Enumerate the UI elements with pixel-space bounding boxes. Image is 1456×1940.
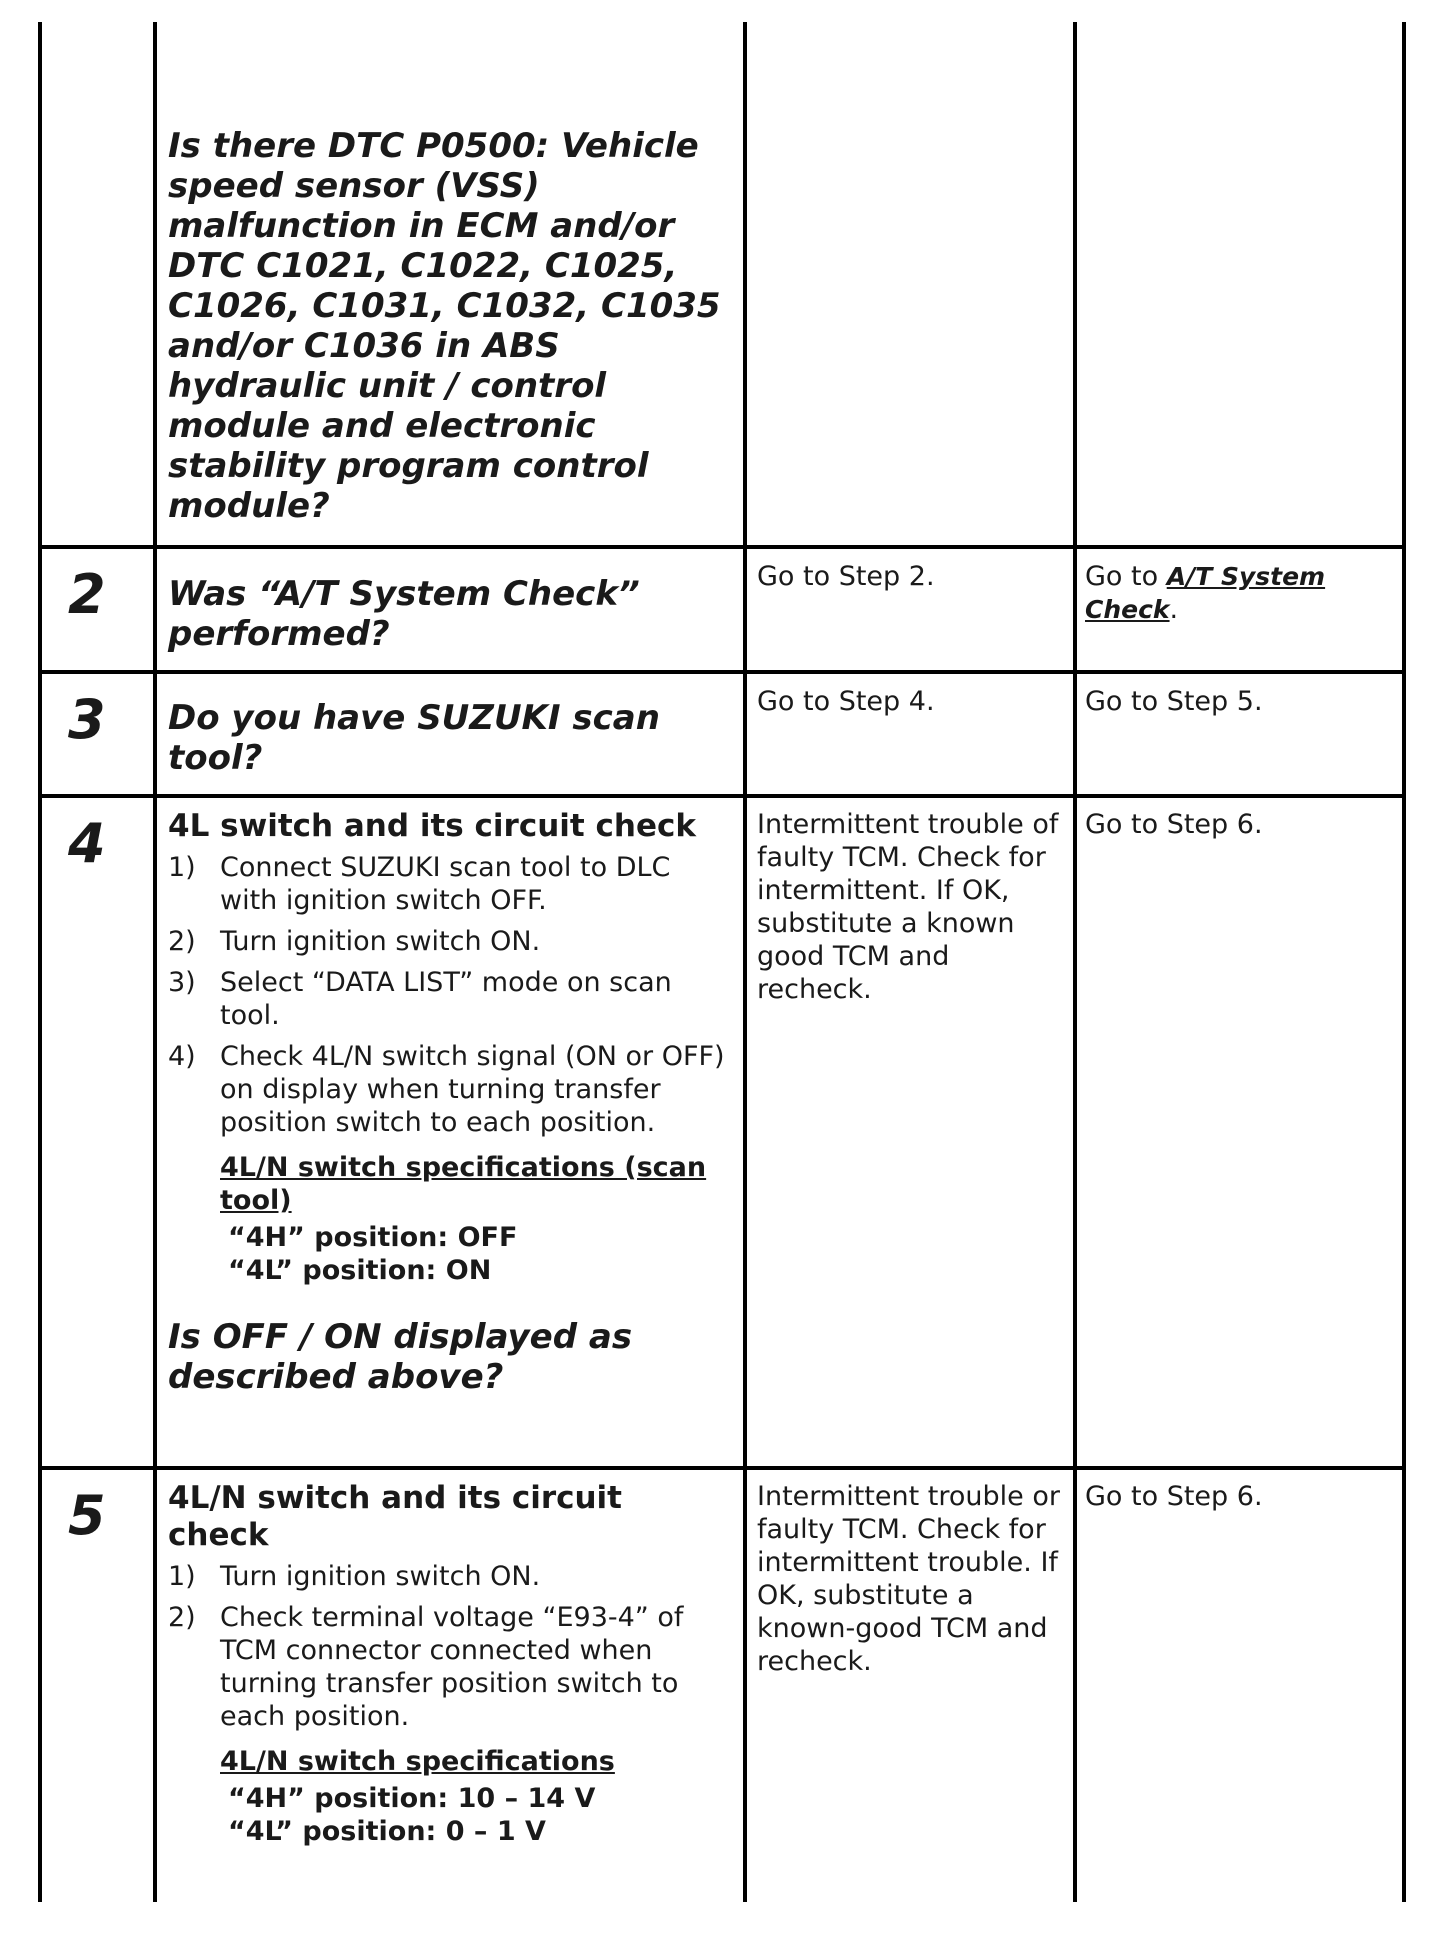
row-divider-2 xyxy=(40,670,1406,674)
row-1-question: Is there DTC P0500: Vehicle speed sensor (VSS) malfunction in ECM and/or DTC C1021, C1022, C1025, C1026, C1031, C1032, C1035 and/or C1036 in ABS hydraulic unit / control module and electronic stability program control module? xyxy=(168,126,721,526)
row-4-procedure xyxy=(168,808,730,1397)
table-border-col3 xyxy=(1073,22,1077,1902)
row-2-no-suffix: . xyxy=(1169,594,1179,625)
list-item: 3) Select “DATA LIST” mode on scan tool. xyxy=(168,967,672,1031)
row-3-step-number: 3 xyxy=(68,688,106,751)
row-5-title: 4L/N switch and its circuit check xyxy=(168,1480,622,1553)
row-4-spec-line: “4H” position: OFF xyxy=(228,1222,518,1253)
at-system-check-link[interactable]: A/T System Check xyxy=(1085,562,1326,624)
row-4-question: Is OFF / ON displayed as described above? xyxy=(168,1317,633,1397)
row-4-yes: Intermittent trouble of faulty TCM. Check for intermittent. If OK, substitute a known good TCM and recheck. xyxy=(757,809,1059,1005)
row-3-yes: Go to Step 4. xyxy=(757,686,935,717)
table-border-col1 xyxy=(153,22,157,1902)
row-2-no-prefix: Go to xyxy=(1085,561,1167,592)
row-divider-3 xyxy=(40,794,1406,798)
row-4-spec-title: 4L/N switch specifications (scan tool) xyxy=(220,1152,707,1216)
table-border-left xyxy=(38,22,42,1902)
row-4-spec-line: “4L” position: ON xyxy=(228,1255,492,1286)
table-border-right xyxy=(1402,22,1406,1902)
row-divider-4 xyxy=(40,1466,1406,1470)
row-3-question: Do you have SUZUKI scan tool? xyxy=(168,698,660,778)
list-item: 1) Connect SUZUKI scan tool to DLC with ignition switch OFF. xyxy=(168,852,671,916)
row-5-steps xyxy=(168,1560,730,1733)
row-4-step-number: 4 xyxy=(68,812,106,875)
list-item: 2) Turn ignition switch ON. xyxy=(168,926,541,957)
row-4-title: 4L switch and its circuit check xyxy=(168,808,696,844)
row-5-spec-line: “4H” position: 10 – 14 V xyxy=(228,1783,596,1814)
row-4-steps xyxy=(168,851,730,1139)
row-5-no: Go to Step 6. xyxy=(1085,1481,1263,1512)
row-2-no xyxy=(1085,560,1390,626)
list-item: 4) Check 4L/N switch signal (ON or OFF) on display when turning transfer position switch to each position. xyxy=(168,1041,725,1138)
row-5-spec-line: “4L” position: 0 – 1 V xyxy=(228,1816,546,1847)
row-5-step-number: 5 xyxy=(68,1484,106,1547)
list-item: 1) Turn ignition switch ON. xyxy=(168,1561,541,1592)
row-5-procedure xyxy=(168,1480,730,1848)
row-divider-1 xyxy=(40,545,1406,549)
row-5-spec-title: 4L/N switch specifications xyxy=(220,1746,615,1777)
row-4-no: Go to Step 6. xyxy=(1085,809,1263,840)
row-2-yes: Go to Step 2. xyxy=(757,561,935,592)
row-3-no: Go to Step 5. xyxy=(1085,686,1263,717)
list-item: 2) Check terminal voltage “E93-4” of TCM connector connected when turning transfer position switch to each position. xyxy=(168,1602,684,1732)
row-2-question: Was “A/T System Check” performed? xyxy=(168,574,640,654)
row-5-yes: Intermittent trouble or faulty TCM. Check for intermittent trouble. If OK, substitute a known-good TCM and recheck. xyxy=(757,1481,1060,1677)
row-2-step-number: 2 xyxy=(68,563,106,626)
table-border-col2 xyxy=(743,22,747,1902)
